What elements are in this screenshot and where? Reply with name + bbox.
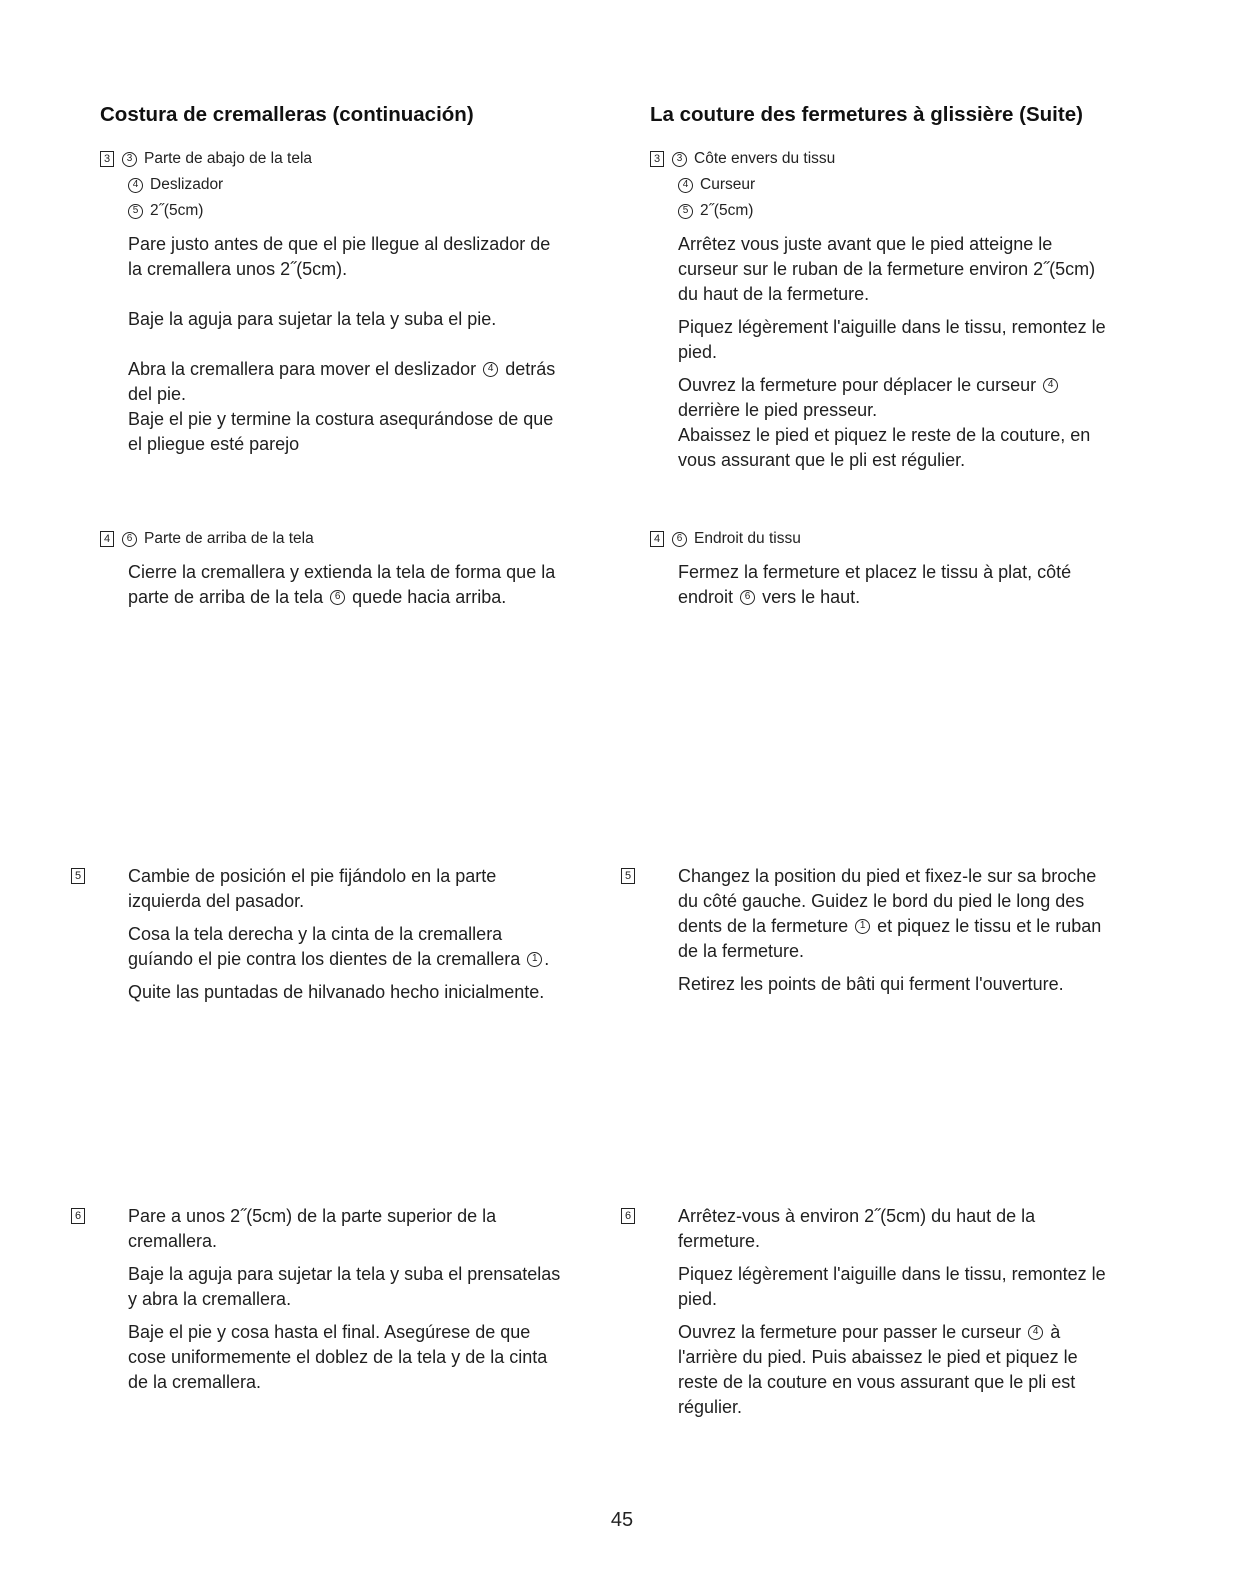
text-line: Cierre la cremallera y extienda la tela de forma que la — [128, 562, 556, 582]
instruction-paragraph — [650, 1262, 1106, 1312]
legend-item — [100, 172, 555, 198]
legend-item — [650, 172, 1106, 198]
step-number-box: 4 — [650, 531, 664, 547]
text-line: de la fermeture. — [678, 941, 805, 961]
instruction-paragraph — [100, 560, 555, 610]
text-line: pied. — [678, 1289, 718, 1309]
instruction-paragraph — [650, 315, 1106, 365]
text-line: Baje la aguja para sujetar la tela y suba el pie. — [128, 309, 497, 329]
callout-number: 4 — [1028, 1325, 1043, 1340]
text-line: Changez la position du pied et fixez-le sur sa broche — [678, 866, 1097, 886]
legend-item — [650, 146, 1106, 172]
text-line: cose uniformemente el doblez de la tela y de la cinta — [128, 1347, 548, 1367]
instruction-paragraph — [650, 972, 1101, 997]
spanish-step-6 — [74, 1204, 561, 1395]
text-line: dents de la fermeture — [678, 916, 849, 936]
text-line: Quite las puntadas de hilvanado hecho inicialmente. — [128, 982, 545, 1002]
instruction-paragraph — [100, 307, 555, 332]
french-step-4 — [650, 526, 1071, 610]
text-line: reste de la couture en vous assurant que le pli est — [678, 1372, 1076, 1392]
legend-label: Curseur — [700, 176, 756, 193]
text-line: l'arrière du pied. Puis abaissez le pied et piquez le — [678, 1347, 1078, 1367]
text-line: Abaissez le pied et piquez le reste de la couture, en — [678, 425, 1091, 445]
legend-label: Côte envers du tissu — [694, 150, 836, 167]
text-line: Ouvrez la fermeture pour passer le curseur — [678, 1322, 1022, 1342]
callout-number: 5 — [128, 204, 143, 219]
text-line: el pliegue esté parejo — [128, 434, 300, 454]
spanish-step-5 — [74, 864, 550, 1005]
text-line: Arrêtez vous juste avant que le pied atteigne le — [678, 234, 1053, 254]
text-line: vers le haut. — [762, 587, 861, 607]
text-line: Cosa la tela derecha y la cinta de la cremallera — [128, 924, 503, 944]
callout-number: 6 — [672, 532, 687, 547]
callout-number: 4 — [1043, 378, 1058, 393]
text-line: . — [544, 949, 550, 969]
callout-number: 1 — [855, 919, 870, 934]
text-line: Arrêtez-vous à environ 2˝(5cm) du haut de la — [678, 1206, 1036, 1226]
callout-number: 5 — [678, 204, 693, 219]
instruction-paragraph — [74, 864, 549, 914]
step-number-box: 4 — [100, 531, 114, 547]
text-line: y abra la cremallera. — [128, 1289, 292, 1309]
instruction-paragraph — [100, 922, 549, 972]
text-line: du haut de la fermeture. — [678, 284, 870, 304]
instruction-paragraph — [100, 1262, 560, 1312]
text-line: Ouvrez la fermeture pour déplacer le curseur — [678, 375, 1037, 395]
legend-label: 2˝(5cm) — [150, 202, 204, 219]
text-line: Abra la cremallera para mover el deslizador — [128, 359, 477, 379]
callout-number: 6 — [740, 590, 755, 605]
text-line: derrière le pied presseur. — [678, 400, 878, 420]
text-line: endroit — [678, 587, 734, 607]
text-line: Fermez la fermeture et placez le tissu à plat, côté — [678, 562, 1072, 582]
legend-item — [100, 526, 555, 552]
text-line: cremallera. — [128, 1231, 218, 1251]
step-number-box: 5 — [621, 868, 635, 884]
spanish-step-3 — [100, 146, 555, 457]
text-line: Pare justo antes de que el pie llegue al deslizador de — [128, 234, 551, 254]
legend-item — [650, 526, 1071, 552]
text-line: et piquez le tissu et le ruban — [877, 916, 1102, 936]
text-line: guíando el pie contra los dientes de la cremallera — [128, 949, 521, 969]
text-line: Baje el pie y cosa hasta el final. Asegúrese de que — [128, 1322, 531, 1342]
text-line: régulier. — [678, 1397, 743, 1417]
text-line: du côté gauche. Guidez le bord du pied le long des — [678, 891, 1085, 911]
text-line: Cambie de posición el pie fijándolo en la parte — [128, 866, 497, 886]
legend-label: Endroit du tissu — [694, 530, 801, 547]
french-step-6 — [624, 1204, 1106, 1420]
text-line: curseur sur le ruban de la fermeture environ 2˝(5cm) — [678, 259, 1096, 279]
instruction-paragraph — [100, 357, 555, 457]
text-line: del pie. — [128, 384, 187, 404]
text-line: Retirez les points de bâti qui ferment l'ouverture. — [678, 974, 1064, 994]
text-line: quede hacia arriba. — [352, 587, 507, 607]
text-line: de la cremallera. — [128, 1372, 262, 1392]
callout-number: 6 — [330, 590, 345, 605]
instruction-paragraph — [624, 1204, 1106, 1254]
legend-label: 2˝(5cm) — [700, 202, 754, 219]
text-line: detrás — [505, 359, 556, 379]
callout-number: 4 — [128, 178, 143, 193]
callout-number: 6 — [122, 532, 137, 547]
text-line: pied. — [678, 342, 718, 362]
legend-item — [650, 198, 1106, 224]
spanish-step-4 — [100, 526, 555, 610]
text-line: parte de arriba de la tela — [128, 587, 324, 607]
french-step-5 — [624, 864, 1102, 997]
callout-number: 4 — [483, 362, 498, 377]
text-line: Baje la aguja para sujetar la tela y suba el prensatelas — [128, 1264, 561, 1284]
instruction-paragraph — [650, 560, 1071, 610]
text-line: Baje el pie y termine la costura asequrándose de que — [128, 409, 554, 429]
callout-number: 4 — [678, 178, 693, 193]
instruction-paragraph — [624, 864, 1102, 964]
instruction-paragraph — [100, 980, 549, 1005]
spanish-heading: Costura de cremalleras (continuación) — [100, 103, 474, 126]
page-number: 45 — [610, 1509, 634, 1531]
callout-number: 1 — [527, 952, 542, 967]
step-number-box: 3 — [100, 151, 114, 167]
step-number-box: 6 — [71, 1208, 85, 1224]
text-line: izquierda del pasador. — [128, 891, 305, 911]
legend-item — [100, 198, 555, 224]
text-line: Pare a unos 2˝(5cm) de la parte superior de la — [128, 1206, 497, 1226]
legend-label: Parte de arriba de la tela — [144, 530, 314, 547]
french-step-3 — [650, 146, 1106, 473]
instruction-paragraph — [100, 1320, 560, 1395]
text-line: Piquez légèrement l'aiguille dans le tissu, remontez le — [678, 1264, 1106, 1284]
text-line: à — [1050, 1322, 1061, 1342]
step-number-box: 5 — [71, 868, 85, 884]
text-line: la cremallera unos 2˝(5cm). — [128, 259, 348, 279]
instruction-paragraph — [100, 232, 555, 282]
legend-label: Deslizador — [150, 176, 224, 193]
instruction-paragraph — [74, 1204, 560, 1254]
french-heading: La couture des fermetures à glissière (Suite) — [650, 103, 1083, 126]
step-number-box: 3 — [650, 151, 664, 167]
instruction-paragraph — [650, 1320, 1106, 1420]
text-line: vous assurant que le pli est régulier. — [678, 450, 966, 470]
callout-number: 3 — [122, 152, 137, 167]
step-number-box: 6 — [621, 1208, 635, 1224]
legend-label: Parte de abajo de la tela — [144, 150, 313, 167]
text-line: Piquez légèrement l'aiguille dans le tissu, remontez le — [678, 317, 1106, 337]
callout-number: 3 — [672, 152, 687, 167]
instruction-paragraph — [650, 373, 1106, 473]
instruction-paragraph — [650, 232, 1106, 307]
legend-item — [100, 146, 555, 172]
text-line: fermeture. — [678, 1231, 761, 1251]
